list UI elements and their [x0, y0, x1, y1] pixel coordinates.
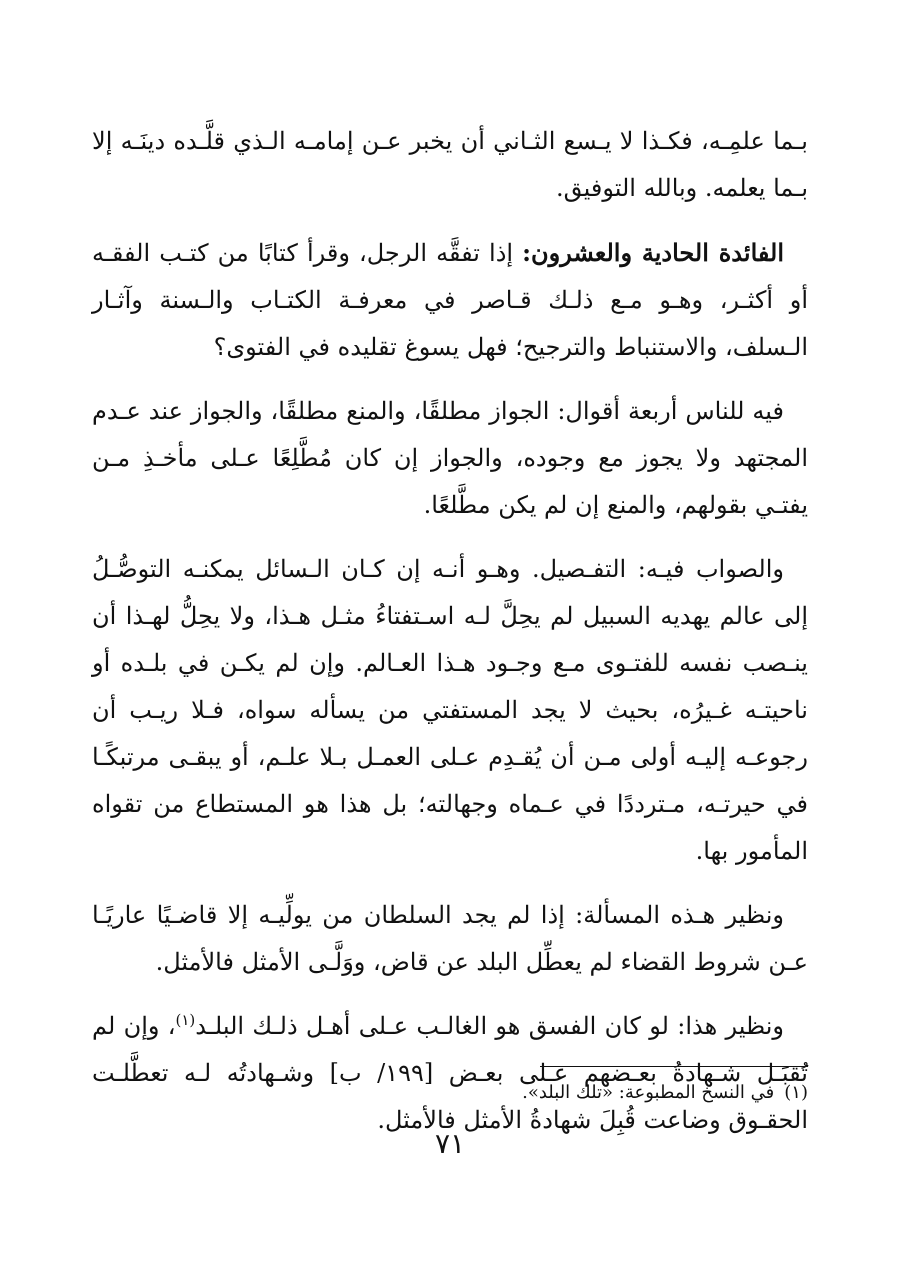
page-number: ٧١	[434, 1127, 466, 1160]
paragraph-2-text: إذا تفقَّه الرجل، وقرأ كتابًا من كتـب الفقـه أو أكثـر، وهـو مـع ذلـك قـاصر في معرفـة الكتـاب والـسنة وآثـار الـسلف، والاستنباط والترجيح؛ فهل يسوغ تقليده في الفتوى؟	[92, 239, 808, 361]
paragraph-1	[92, 118, 808, 212]
paragraph-6-text-b: ، وإن لم تُقبَـل شـهادةُ بعـضهم عـلى بعـض [١٩٩/ ب] وشـهادتُه لـه تعطَّلـت الحقـوق وضاعت قُبِلَ شهادةُ الأمثل فالأمثل.	[92, 1012, 808, 1134]
footnote-divider	[540, 1066, 808, 1067]
page-body	[92, 118, 808, 1161]
paragraph-3	[92, 388, 808, 529]
paragraph-4	[92, 546, 808, 875]
paragraph-5	[92, 892, 808, 986]
paragraph-5-text: ونظير هـذه المسألة: إذا لم يجد السلطان من يولِّيـه إلا قاضـيًا عاريًـا عـن شروط القضاء لم يعطِّل البلد عن قاض، ووَلَّـى الأمثل فالأمثل.	[92, 901, 808, 976]
footnote-reference[interactable]: (١)	[175, 1011, 196, 1029]
paragraph-1-text: بـما علمِـه، فكـذا لا يـسع الثـاني أن يخبر عـن إمامـه الـذي قلَّـده دينَـه إلا بـما يعلمه. وبالله التوفيق.	[92, 127, 808, 202]
paragraph-2	[92, 229, 808, 371]
paragraph-2-heading: الفائدة الحادية والعشرون:	[522, 238, 785, 267]
paragraph-6	[92, 1003, 808, 1144]
paragraph-6-text-a: ونظير هذا: لو كان الفسق هو الغالـب عـلى أهـل ذلـك البلـد	[195, 1012, 784, 1040]
paragraph-3-text: فيه للناس أربعة أقوال: الجواز مطلقًا، والمنع مطلقًا، والجواز عند عـدم المجتهد ولا يجوز مع وجوده، والجواز إن كان مُطَّلِعًا عـلى مأخـذِ مـن يفتـي بقولهم، والمنع إن لم يكن مطَّلعًا.	[92, 397, 808, 519]
footnote-text: في النسخ المطبوعة: «تلك البلد».	[522, 1082, 775, 1103]
footnote-1	[92, 1078, 808, 1108]
paragraph-4-text: والصواب فيـه: التفـصيل. وهـو أنـه إن كـان الـسائل يمكنـه التوصُّـلُ إلى عالم يهديه السبيل لم يحِلَّ لـه اسـتفتاءُ مثـل هـذا، ولا يحِلُّ لهـذا أن ينـصب نفسه للفتـوى مـع وجـود هـذا العـالم. وإن لم يكـن في بلـده أو ناحيتـه غـيرُه، بحيث لا يجد المستفتي من يسأله سواه، فـلا ريـب أن رجوعـه إليـه أولى مـن أن يُقـدِم عـلى العمـل بـلا علـم، أو يبقـى مرتبكًـا في حيرتـه، مـترددًا في عـماه وجهالته؛ بل هذا هو المستطاع من تقواه المأمور بها.	[92, 555, 809, 865]
footnote-number: (١)	[784, 1082, 808, 1103]
